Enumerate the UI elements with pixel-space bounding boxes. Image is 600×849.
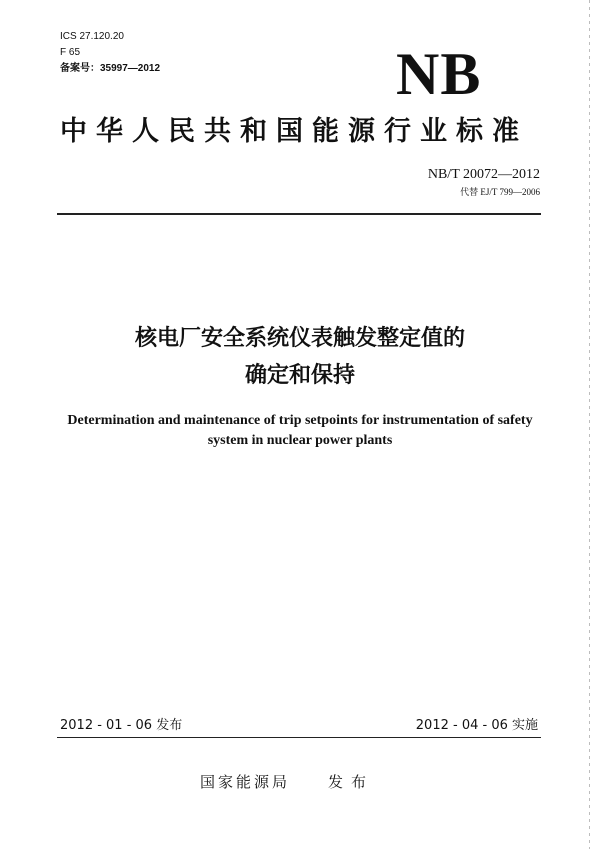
title-chinese-line-2: 确定和保持 bbox=[244, 363, 355, 388]
standard-number: NB/T 20072—2012 bbox=[427, 167, 540, 182]
implementation-date: 2012 - 04 - 06 实施 bbox=[415, 718, 538, 733]
nb-logo: NB bbox=[396, 41, 482, 107]
page-edge bbox=[589, 0, 590, 849]
issue-date: 2012 - 01 - 06 发布 bbox=[60, 718, 183, 733]
title-english-line-1: Determination and maintenance of trip setpoints for instrumentation of safety bbox=[67, 413, 533, 428]
issuing-authority: 国家能源局 bbox=[200, 773, 291, 791]
title-chinese-line-1: 核电厂安全系统仪表触发整定值的 bbox=[134, 326, 465, 351]
issue-action: 发布 bbox=[328, 773, 375, 791]
ics-code: ICS 27.120.20 bbox=[60, 31, 124, 42]
footer-divider bbox=[57, 737, 541, 738]
industry-standard-title: 中华人民共和国能源行业标准 bbox=[60, 116, 528, 147]
record-number: 备案号：35997—2012 bbox=[60, 63, 161, 74]
classification-code: F 65 bbox=[60, 47, 81, 58]
title-english-line-2: system in nuclear power plants bbox=[207, 433, 393, 448]
header-divider bbox=[57, 213, 541, 215]
replaces-standard: 代替 EJ/T 799—2006 bbox=[460, 187, 540, 197]
